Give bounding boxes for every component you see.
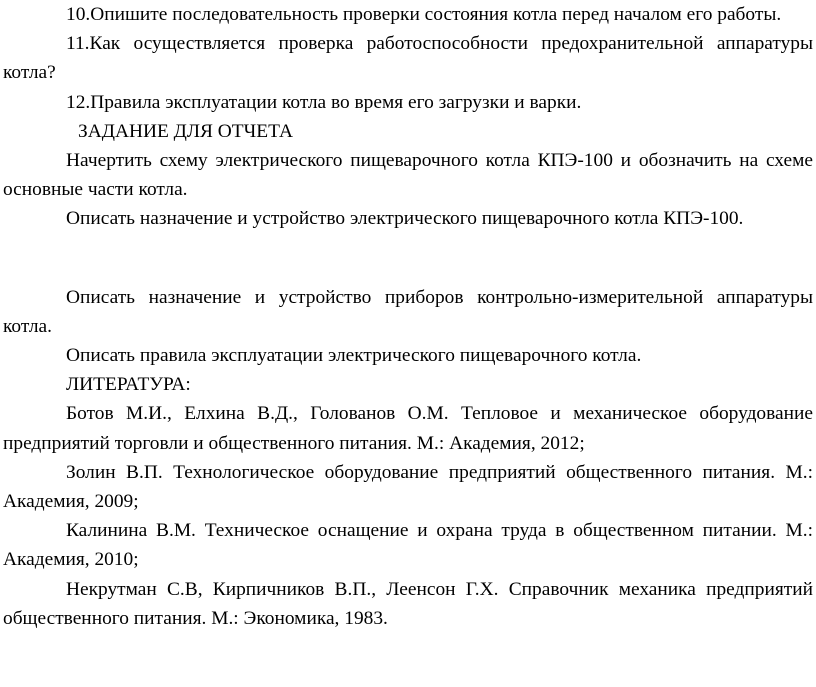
question-12: 12.Правила эксплуатации котла во время его загрузки и варки. [66,91,582,113]
report-task-scheme: Начертить схему электрического пищеварочного котла КПЭ-100 и обозначить на схеме основные части котла. [3,150,813,201]
literature-item-zolin: Золин В.П. Технологическое оборудование предприятий общественного питания. М.: Академия, 2009; [3,461,813,513]
literature-item-nekrutman: Некрутман С.В, Кирпичников В.П., Леенсон Г.Х. Справочник механика предприятий общественного питания. М.: Экономика, 1983. [3,578,813,629]
document-page [3,0,813,633]
literature-heading: ЛИТЕРАТУРА: [66,374,191,396]
report-task-purpose-boiler: Описать назначение и устройство электрического пищеварочного котла КПЭ-100. [66,208,744,230]
report-task-instruments: Описать назначение и устройство приборов контрольно-измерительной аппаратуры котла. [3,286,813,337]
literature-item-botov: Ботов М.И., Елхина В.Д., Голованов О.М. Тепловое и механическое оборудование предприятий торговли и общественного питания. М.: Академия, 2012; [3,403,813,454]
question-10: 10.Опишите последовательность проверки состояния котла перед началом его работы. [66,4,782,25]
blank-gap [3,234,813,283]
question-11: 11.Как осуществляется проверка работоспособности предохранительной аппаратуры котла? [3,33,813,84]
report-heading: ЗАДАНИЕ ДЛЯ ОТЧЕТА [78,120,293,142]
literature-item-kalinina: Калинина В.М. Техническое оснащение и охрана труда в общественном питании. М.: Академия, 2010; [3,520,813,571]
report-task-rules: Описать правила эксплуатации электрического пищеварочного котла. [66,345,642,367]
